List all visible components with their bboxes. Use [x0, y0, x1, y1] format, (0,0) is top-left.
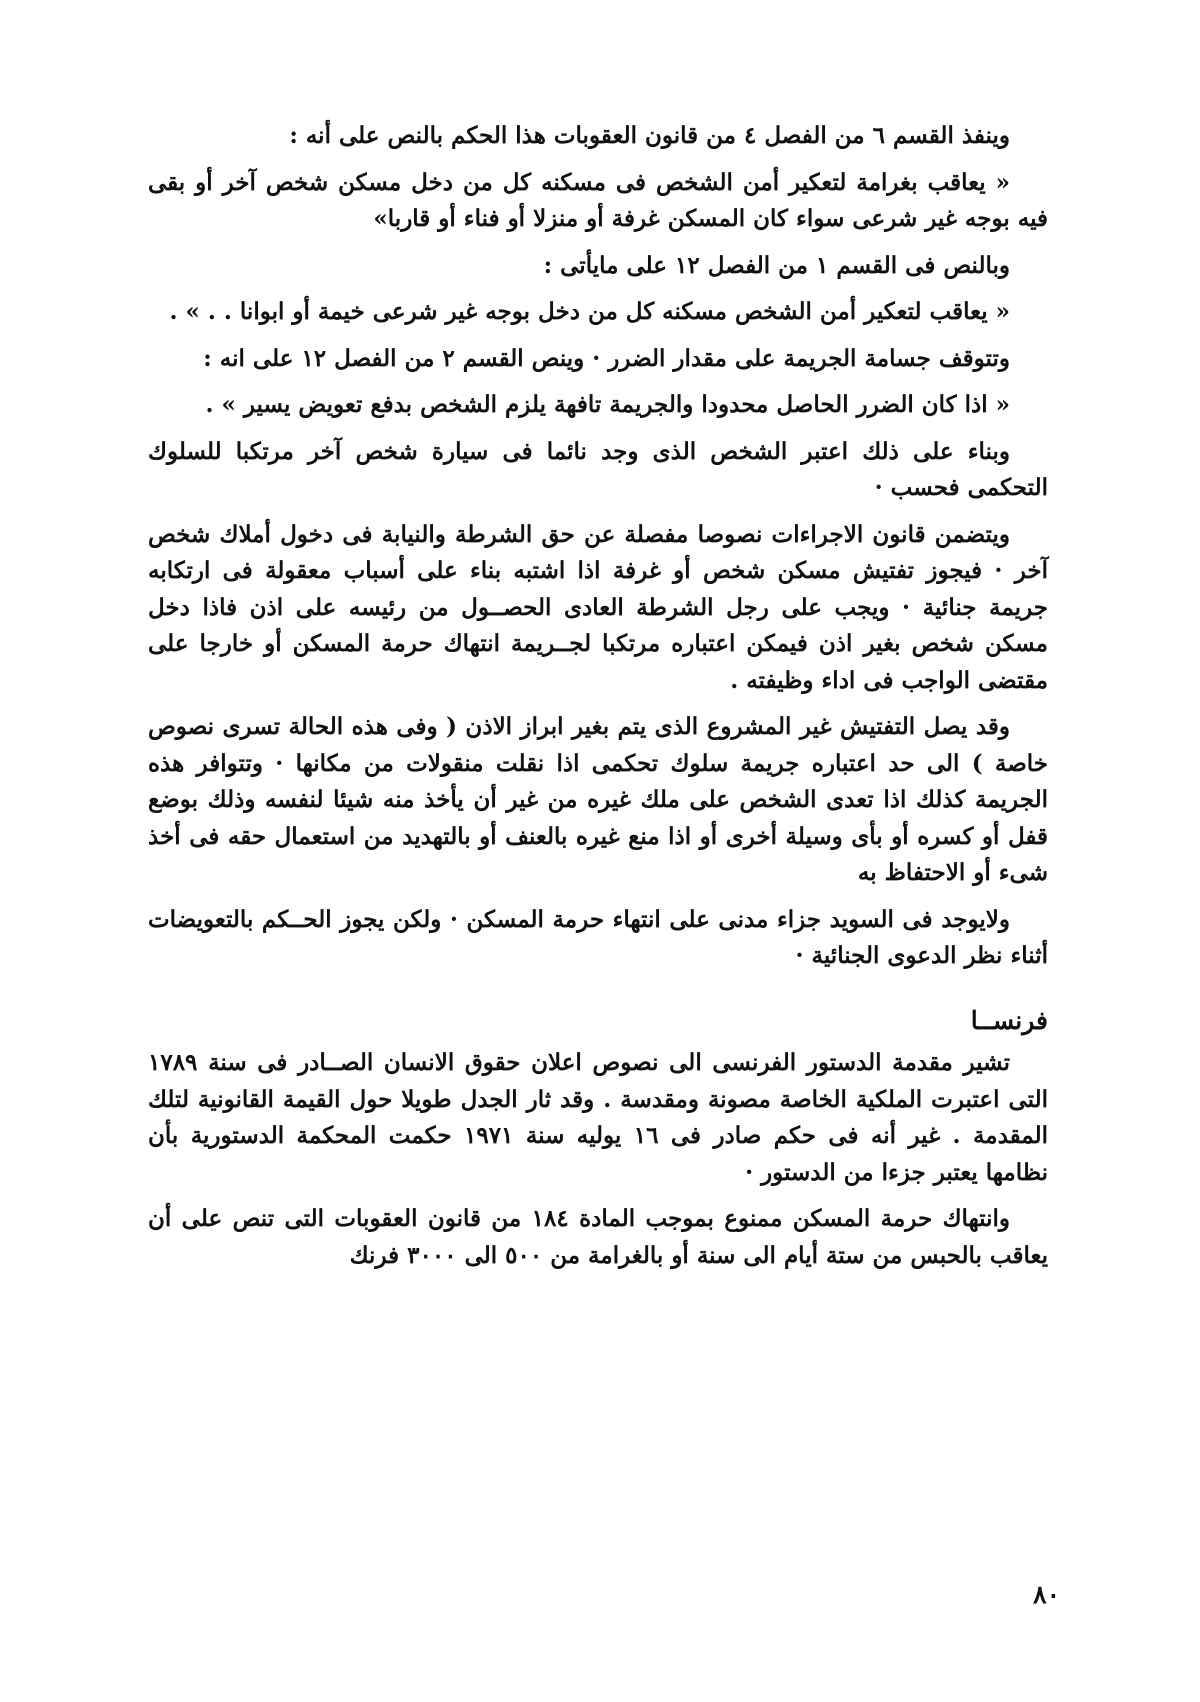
- sweden-section-body: [148, 118, 1048, 975]
- body-paragraph: وقد يصل التفتيش غير المشروع الذى يتم بغير ابراز الاذن ( وفى هذه الحالة تسرى نصوص خاصة ) الى حد اعتباره جريمة سلوك تحكمى اذا نقلت منقولات من مكانها · وتتوافر هذه الجريمة كذلك اذا تعدى الشخص على ملك غيره من غير أن يأخذ منه شيئا لنفسه وذلك بوضع قفل أو كسره أو بأى وسيلة أخرى أو اذا منع غيره بالعنف أو بالتهديد من استعمال حقه فى أخذ شىء أو الاحتفاظ به: [148, 713, 1048, 886]
- body-paragraph: ولايوجد فى السويد جزاء مدنى على انتهاء حرمة المسكن · ولكن يجوز الحــكم بالتعويضات أثناء نظر الدعوى الجنائية ·: [148, 905, 1048, 969]
- body-paragraph: وتتوقف جسامة الجريمة على مقدار الضرر · وينص القسم ٢ من الفصل ١٢ على انه :: [203, 344, 1010, 372]
- body-paragraph: « يعاقب لتعكير أمن الشخص مسكنه كل من دخل بوجه غير شرعى خيمة أو ابوانا . . » .: [169, 298, 1010, 325]
- body-paragraph: وانتهاك حرمة المسكن ممنوع بموجب المادة ١٨٤ من قانون العقوبات التى تنص على أن يعاقب بالحبس من ستة أيام الى سنة أو بالغرامة من ٥٠٠ الى ٣٠٠٠ فرنك: [148, 1205, 1048, 1269]
- body-paragraph: وينفذ القسم ٦ من الفصل ٤ من قانون العقوبات هذا الحكم بالنص على أنه :: [289, 122, 1010, 149]
- body-paragraph: « يعاقب بغرامة لتعكير أمن الشخص فى مسكنه كل من دخل مسكن شخص آخر أو بقى فيه بوجه غير شرعى سواء كان المسكن غرفة أو منزلا أو فناء أو قاربا»: [148, 168, 1048, 232]
- body-paragraph: وبالنص فى القسم ١ من الفصل ١٢ على مايأتى :: [543, 251, 1010, 279]
- body-paragraph: وبناء على ذلك اعتبر الشخص الذى وجد نائما فى سيارة شخص آخر مرتكبا للسلوك التحكمى فحسب ·: [148, 437, 1048, 501]
- body-paragraph: « اذا كان الضرر الحاصل محدودا والجريمة تافهة يلزم الشخص بدفع تعويض يسير » .: [205, 391, 1010, 418]
- section-heading-france: فرنســا: [970, 1005, 1048, 1035]
- page-number: ٨٠: [1033, 1580, 1060, 1609]
- france-section-body: [148, 1045, 1048, 1274]
- document-page: [148, 118, 1048, 1284]
- body-paragraph: تشير مقدمة الدستور الفرنسى الى نصوص اعلان حقوق الانسان الصــادر فى سنة ١٧٨٩ التى اعتبرت الملكية الخاصة مصونة ومقدسة . وقد ثار الجدل طويلا حول القيمة القانونية لتلك المقدمة . غير أنه فى حكم صادر فى ١٦ يوليه سنة ١٩٧١ حكمت المحكمة الدستورية بأن نظامها يعتبر جزءا من الدستور ·: [148, 1049, 1048, 1186]
- body-paragraph: ويتضمن قانون الاجراءات نصوصا مفصلة عن حق الشرطة والنيابة فى دخول أملاك شخص آخر · فيجوز تفتيش مسكن شخص أو غرفة اذا اشتبه بناء على أسباب معقولة فى ارتكابه جريمة جنائية · ويجب على رجل الشرطة العادى الحصــول من رئيسه على اذن فاذا دخل مسكن شخص بغير اذن فيمكن اعتباره مرتكبا لجــريمة انتهاك حرمة المسكن أو خارجا على مقتضى الواجب فى اداء وظيفته .: [148, 520, 1048, 694]
